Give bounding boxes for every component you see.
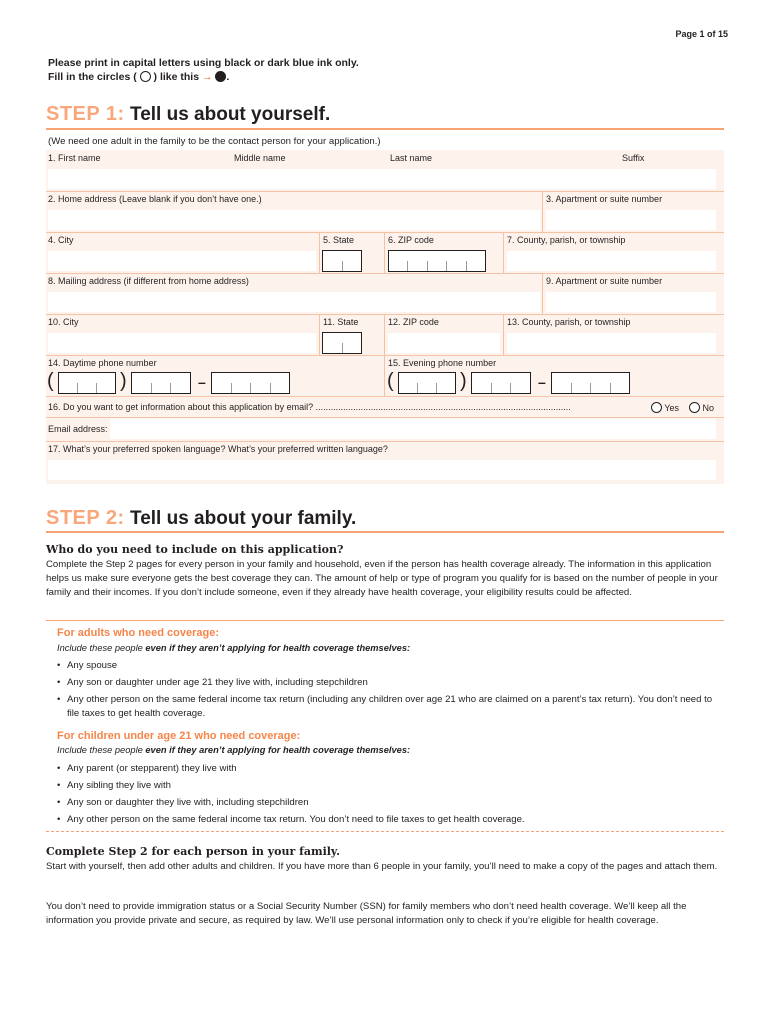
adults-rule [46, 620, 724, 621]
children-italic-bold: even if they aren’t applying for health coverage themselves: [145, 745, 411, 755]
step1-intro: (We need one adult in the family to be the contact person for your application.) [48, 136, 381, 147]
email-no-label: No [702, 403, 715, 413]
email-question: 16. Do you want to get information about this application by email? ...................................................................................................... [48, 402, 571, 412]
who-text: Complete the Step 2 pages for every person in your family and household, even if the person has health coverage already. The information in this application helps us make sure everyone gets the best coverage they can. The amount of help or type of program you qualify for is based on the number of people in your family and their incomes. If you don’t include someone, even if they already have health coverage, your eligibility results could be affected. [46, 559, 718, 598]
contact-form [46, 150, 724, 484]
eve-phone-area-field[interactable] [398, 372, 456, 394]
state2-label: 11. State [323, 317, 359, 327]
adults-italic-pre: Include these people [57, 643, 146, 653]
step2-rule [46, 531, 724, 533]
children-heading: For children under age 21 who need coverage: [57, 730, 301, 742]
col-divider [542, 273, 543, 314]
children-italic-pre: Include these people [57, 745, 146, 755]
mailing-address-field[interactable] [48, 292, 540, 312]
step2-label: STEP 2: [46, 507, 125, 529]
step1-label: STEP 1: [46, 103, 125, 125]
apt2-label: 9. Apartment or suite number [546, 276, 663, 286]
list-item: • Any other person on the same federal income tax return (including any children over age 21 who are claimed on a parent’s tax return). You don’t need to file taxes to get health coverage. [57, 693, 727, 721]
name-field[interactable] [48, 169, 716, 189]
adults-italic-bold: even if they aren’t applying for health coverage themselves: [145, 643, 411, 653]
zip1-label: 6. ZIP code [388, 235, 434, 245]
instructions-line1: Please print in capital letters using black or dark blue ink only. [48, 57, 359, 69]
radio-yes-icon[interactable] [651, 402, 662, 413]
col-divider [384, 232, 385, 273]
list-item: • Any son or daughter they live with, including stepchildren [57, 796, 727, 810]
zip2-field[interactable] [388, 333, 500, 353]
col-divider [503, 232, 504, 273]
filled-circle-icon [215, 71, 226, 82]
privacy-text: You don’t need to provide immigration status or a Social Security Number (SSN) for family members who don’t need health coverage. We’ll keep all the information you provide private and secure, as required by law. We’ll use personal information only to check if you’re eligible for health coverage. [46, 901, 687, 926]
empty-circle-icon [140, 71, 151, 82]
county2-field[interactable] [507, 333, 716, 353]
language-field[interactable] [48, 460, 716, 480]
complete-heading: Complete Step 2 for each person in your family. [46, 845, 340, 858]
mailing-address-label: 8. Mailing address (if different from home address) [48, 276, 249, 286]
day-phone-dash: – [198, 374, 206, 390]
email-address-field[interactable] [110, 419, 716, 439]
col-divider [384, 355, 385, 396]
language-label: 17. What’s your preferred spoken language? What’s your preferred written language? [48, 444, 388, 454]
step2-title: Tell us about your family. [130, 508, 357, 529]
children-dotted-rule [46, 831, 724, 832]
row-divider [46, 417, 724, 418]
who-heading: Who do you need to include on this application? [46, 543, 344, 556]
city2-label: 10. City [48, 317, 79, 327]
children-italic [57, 745, 410, 755]
adults-italic [57, 643, 410, 653]
city1-label: 4. City [48, 235, 74, 245]
radio-no-icon[interactable] [689, 402, 700, 413]
col-divider [319, 232, 320, 273]
day-phone-paren-open: ( [47, 370, 54, 392]
state1-field[interactable] [322, 250, 362, 272]
adults-heading: For adults who need coverage: [57, 627, 219, 639]
county1-field[interactable] [507, 251, 716, 271]
county1-label: 7. County, parish, or township [507, 235, 626, 245]
suffix-label: Suffix [622, 153, 645, 163]
middle-name-label: Middle name [234, 153, 286, 163]
apt1-field[interactable] [546, 210, 716, 230]
list-item: • Any other person on the same federal income tax return. You don’t need to file taxes to get health coverage. [57, 813, 727, 827]
home-address-label: 2. Home address (Leave blank if you don’t have one.) [48, 194, 262, 204]
email-yes-option[interactable] [649, 399, 681, 416]
zip1-field[interactable] [388, 250, 486, 272]
list-item: • Any sibling they live with [57, 779, 727, 793]
email-no-option[interactable] [687, 399, 716, 416]
day-phone-label: 14. Daytime phone number [48, 358, 157, 368]
eve-phone-dash: – [538, 374, 546, 390]
state1-label: 5. State [323, 235, 355, 245]
step1-heading [46, 103, 330, 126]
instructions-line2-pre: Fill in the circles ( [48, 71, 137, 83]
col-divider [319, 314, 320, 355]
eve-phone-paren-open: ( [387, 370, 394, 392]
step1-rule [46, 128, 724, 130]
col-divider [384, 314, 385, 355]
city2-field[interactable] [48, 333, 316, 353]
apt1-label: 3. Apartment or suite number [546, 194, 663, 204]
list-item: • Any son or daughter under age 21 they live with, including stepchildren [57, 676, 727, 690]
row-divider [46, 396, 724, 397]
day-phone-prefix-field[interactable] [131, 372, 191, 394]
email-address-label: Email address: [48, 424, 108, 434]
apt2-field[interactable] [546, 292, 716, 312]
col-divider [542, 191, 543, 232]
instructions-line2 [48, 71, 229, 83]
last-name-label: Last name [390, 153, 433, 163]
list-item: • Any parent (or stepparent) they live with [57, 762, 727, 776]
instructions-line2-mid: ) like this [153, 71, 200, 83]
email-yes-label: Yes [664, 403, 680, 413]
eve-phone-paren-close: ) [460, 370, 467, 392]
county2-label: 13. County, parish, or township [507, 317, 631, 327]
eve-phone-label: 15. Evening phone number [388, 358, 497, 368]
first-name-label: 1. First name [48, 153, 101, 163]
eve-phone-prefix-field[interactable] [471, 372, 531, 394]
list-item: • Any spouse [57, 659, 727, 673]
complete-text: Start with yourself, then add other adults and children. If you have more than 6 people in your family, you’ll need to make a copy of the pages and attach them. [46, 861, 718, 872]
col-divider [503, 314, 504, 355]
step1-title: Tell us about yourself. [130, 104, 331, 125]
zip2-label: 12. ZIP code [388, 317, 439, 327]
instructions-line2-post: . [226, 71, 230, 83]
home-address-field[interactable] [48, 210, 540, 230]
step2-heading [46, 507, 356, 530]
state2-field[interactable] [322, 332, 362, 354]
day-phone-paren-close: ) [120, 370, 127, 392]
city1-field[interactable] [48, 251, 316, 271]
day-phone-line-field[interactable] [211, 372, 290, 394]
eve-phone-line-field[interactable] [551, 372, 630, 394]
page-number: Page 1 of 15 [675, 29, 728, 39]
arrow-right-icon: → [201, 71, 213, 83]
day-phone-area-field[interactable] [58, 372, 116, 394]
